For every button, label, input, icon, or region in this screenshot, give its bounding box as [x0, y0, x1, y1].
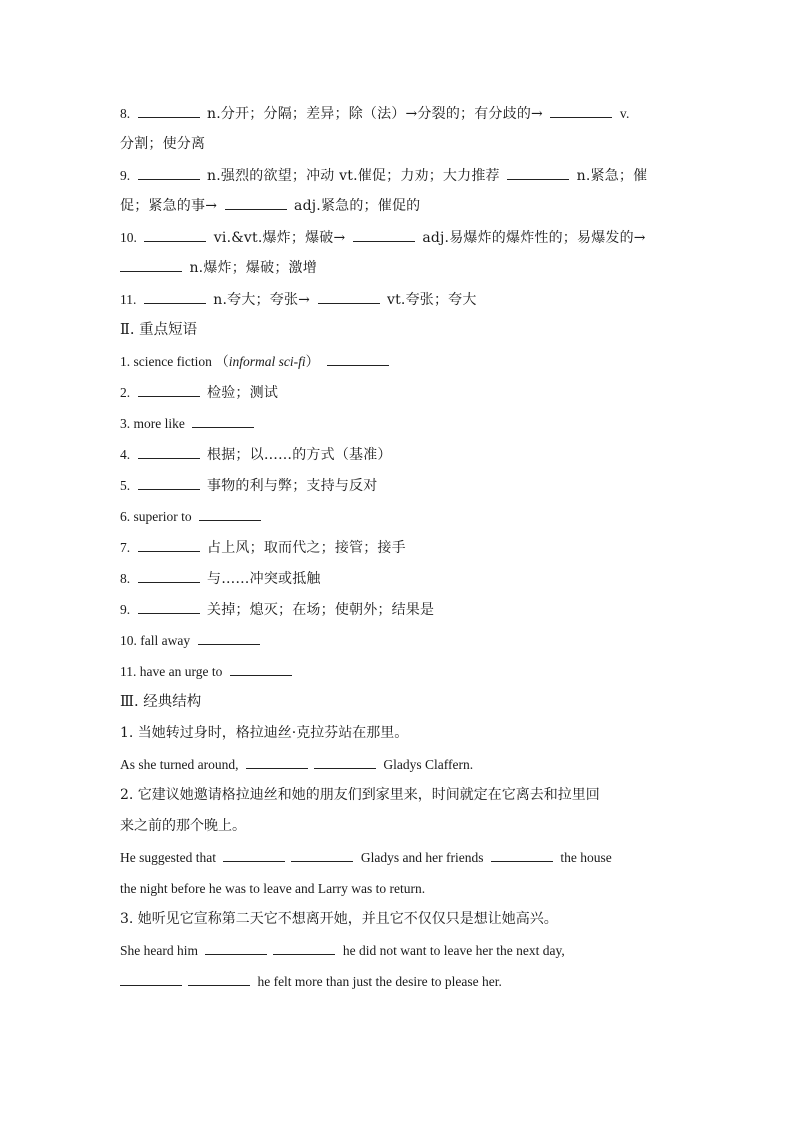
definition-text: vi.&vt.爆炸；爆破→ — [213, 230, 346, 246]
sentence-text: As she turned around, — [120, 757, 239, 772]
answer-blank[interactable] — [314, 767, 376, 769]
phrase-text: 1. science fiction （ — [120, 354, 229, 369]
item-number: 2. — [120, 385, 131, 400]
phrase-item-1 — [120, 346, 680, 377]
answer-blank[interactable] — [144, 302, 206, 304]
structure-3-chinese: 3. 她听见它宣称第二天它不想离开她，并且它不仅仅只是想让她高兴。 — [120, 911, 558, 927]
answer-blank[interactable] — [138, 581, 200, 583]
item-number: 9. — [120, 602, 131, 617]
answer-blank[interactable] — [318, 302, 380, 304]
answer-blank[interactable] — [550, 116, 612, 118]
item-number: 5. — [120, 478, 131, 493]
item-number: 8. — [120, 571, 131, 586]
answer-blank[interactable] — [138, 116, 200, 118]
phrase-item-6 — [120, 501, 680, 532]
sentence-text: he did not want to leave her the next day, — [342, 943, 565, 958]
phrase-text: 6. superior to — [120, 509, 192, 524]
worksheet-content — [120, 98, 680, 997]
sentence-text: Gladys and her friends — [360, 850, 484, 865]
vocab-item-10 — [120, 222, 680, 253]
phrase-item-9 — [120, 594, 680, 625]
structure-3-english — [120, 935, 680, 966]
phrase-item-5 — [120, 470, 680, 501]
sentence-text: She heard him — [120, 943, 198, 958]
phrase-italic: informal sci-fi — [228, 354, 306, 369]
answer-blank[interactable] — [225, 208, 287, 210]
answer-blank[interactable] — [138, 488, 200, 490]
definition-text: n.夸大；夸张→ — [213, 292, 311, 308]
phrase-meaning: 检验；测试 — [207, 385, 279, 401]
structure-1-english — [120, 749, 680, 780]
item-number: 10. — [120, 230, 137, 245]
item-number: 9. — [120, 168, 131, 183]
item-number: 7. — [120, 540, 131, 555]
answer-blank[interactable] — [188, 984, 250, 986]
structure-2-chinese-cont: 来之前的那个晚上。 — [120, 818, 246, 834]
answer-blank[interactable] — [138, 178, 200, 180]
answer-blank[interactable] — [273, 953, 335, 955]
answer-blank[interactable] — [246, 767, 308, 769]
vocab-item-9 — [120, 160, 680, 191]
sentence-text: Gladys Claffern. — [383, 757, 474, 772]
definition-text: adj.易爆炸的爆炸性的；易爆发的→ — [422, 230, 646, 246]
sentence-text: the night before he was to leave and Larry was to return. — [120, 881, 426, 896]
item-number: 11. — [120, 292, 137, 307]
answer-blank[interactable] — [223, 860, 285, 862]
sentence-text: he felt more than just the desire to please her. — [257, 974, 502, 989]
phrase-item-8 — [120, 563, 680, 594]
answer-blank[interactable] — [144, 240, 206, 242]
definition-text: n.紧急；催 — [576, 168, 648, 184]
vocab-item-9-cont — [120, 191, 680, 222]
definition-text: n.分开；分隔；差异；除（法）→分裂的；有分歧的→ — [207, 106, 543, 122]
structure-2-english — [120, 842, 680, 873]
phrase-meaning: 与……冲突或抵触 — [207, 571, 321, 587]
answer-blank[interactable] — [291, 860, 353, 862]
structure-1-chinese: 1. 当她转过身时，格拉迪丝·克拉芬站在那里。 — [120, 725, 409, 741]
answer-blank[interactable] — [205, 953, 267, 955]
definition-text: vt.夸张；夸大 — [387, 292, 477, 308]
phrase-meaning: 根据；以……的方式（基准） — [207, 447, 392, 463]
answer-blank[interactable] — [230, 674, 292, 676]
sentence-text: the house — [560, 850, 612, 865]
answer-blank[interactable] — [120, 984, 182, 986]
answer-blank[interactable] — [138, 395, 200, 397]
answer-blank[interactable] — [138, 612, 200, 614]
phrase-text: 3. more like — [120, 416, 185, 431]
answer-blank[interactable] — [327, 364, 389, 366]
structure-2-english-cont — [120, 873, 680, 904]
answer-blank[interactable] — [138, 550, 200, 552]
phrase-item-2 — [120, 377, 680, 408]
structure-2-chinese: 2. 它建议她邀请格拉迪丝和她的朋友们到家里来，时间就定在它离去和拉里回 — [120, 787, 600, 803]
phrase-text: 11. have an urge to — [120, 664, 223, 679]
phrase-item-3 — [120, 408, 680, 439]
definition-text: n.强烈的欲望；冲动 vt.催促；力劝；大力推荐 — [207, 168, 500, 184]
phrase-meaning: 关掉；熄灭；在场；使朝外；结果是 — [207, 602, 435, 618]
phrase-item-11 — [120, 656, 680, 687]
phrase-item-4 — [120, 439, 680, 470]
answer-blank[interactable] — [353, 240, 415, 242]
definition-text: 分割；使分离 — [120, 136, 206, 152]
phrase-text: 10. fall away — [120, 633, 191, 648]
section-heading-phrases: Ⅱ. 重点短语 — [120, 322, 198, 338]
definition-text: adj.紧急的；催促的 — [294, 198, 421, 214]
answer-blank[interactable] — [192, 426, 254, 428]
answer-blank[interactable] — [199, 519, 261, 521]
sentence-text: He suggested that — [120, 850, 216, 865]
vocab-item-8-cont — [120, 129, 680, 160]
item-number: 4. — [120, 447, 131, 462]
phrase-item-10 — [120, 625, 680, 656]
phrase-meaning: 事物的利与弊；支持与反对 — [207, 478, 378, 494]
phrase-text: ） — [305, 354, 320, 369]
vocab-item-8 — [120, 98, 680, 129]
part-of-speech: v. — [619, 106, 630, 121]
answer-blank[interactable] — [198, 643, 260, 645]
definition-text: 促；紧急的事→ — [120, 198, 218, 214]
phrase-item-7 — [120, 532, 680, 563]
answer-blank[interactable] — [138, 457, 200, 459]
vocab-item-10-cont — [120, 253, 680, 284]
structure-3-english-cont — [120, 966, 680, 997]
section-heading-structures: Ⅲ. 经典结构 — [120, 694, 202, 710]
vocab-item-11 — [120, 284, 680, 315]
answer-blank[interactable] — [120, 270, 182, 272]
phrase-meaning: 占上风；取而代之；接管；接手 — [207, 540, 406, 556]
answer-blank[interactable] — [507, 178, 569, 180]
answer-blank[interactable] — [491, 860, 553, 862]
definition-text: n.爆炸；爆破；激增 — [189, 260, 317, 276]
item-number: 8. — [120, 106, 131, 121]
